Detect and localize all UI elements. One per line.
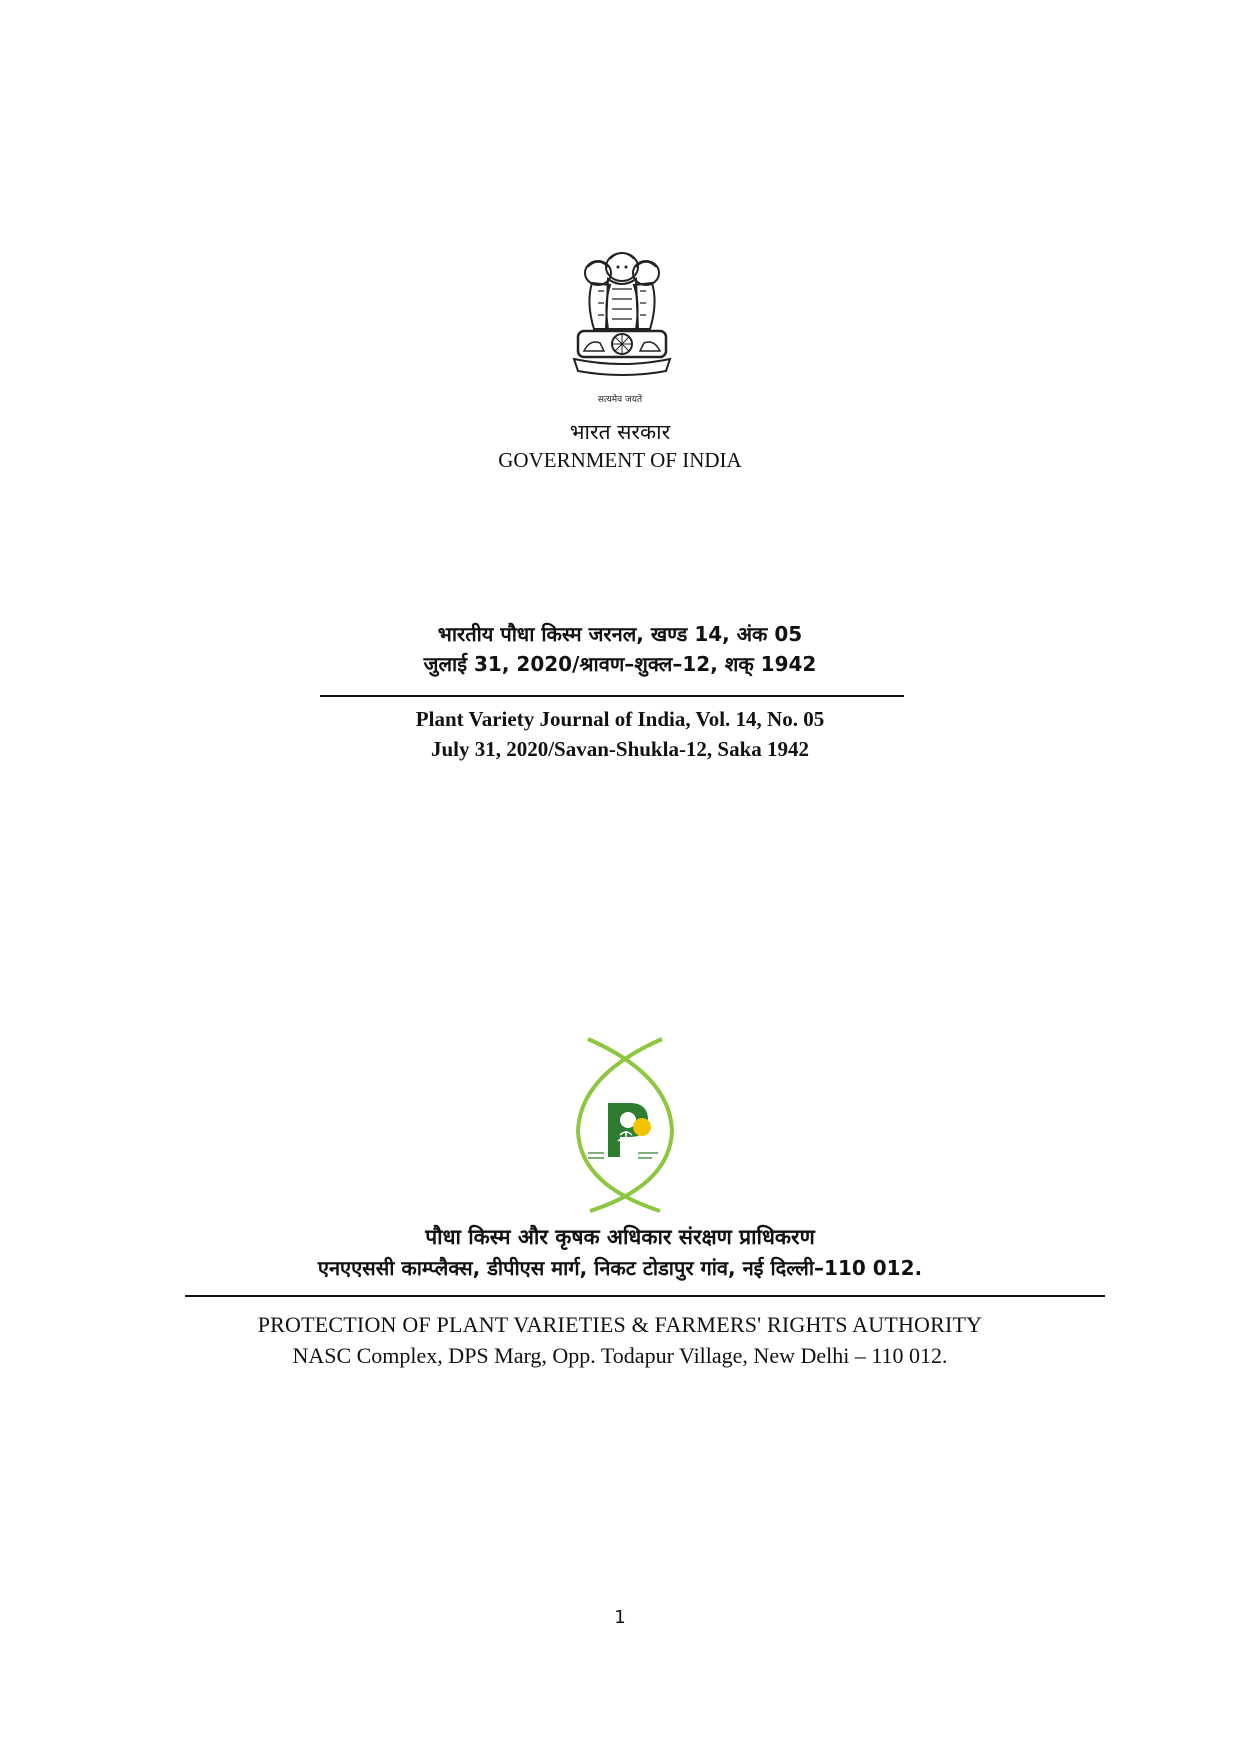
journal-title-english: Plant Variety Journal of India, Vol. 14, No. 05 [415, 707, 825, 731]
journal-date-hindi: जुलाई 31, 2020/श्रावण–शुक्ल–12, शक् 1942 [423, 652, 817, 676]
journal-divider [320, 695, 904, 697]
journal-title-hindi: भारतीय पौधा किस्म जरनल, खण्ड 14, अंक 05 [437, 622, 803, 646]
authority-name-english: PROTECTION OF PLANT VARIETIES & FARMERS' RIGHTS AUTHORITY [257, 1312, 983, 1337]
authority-name-hindi: पौधा किस्म और कृषक अधिकार संरक्षण प्राधिकरण [425, 1225, 815, 1249]
government-title-english: GOVERNMENT OF INDIA [498, 448, 742, 472]
emblem-motto: सत्यमेव जयते [597, 395, 643, 405]
authority-address-hindi: एनएएससी काम्प्लैक्स, डीपीएस मार्ग, निकट टोडापुर गांव, नई दिल्ली–110 012. [317, 1256, 923, 1280]
ppvfra-logo-icon [560, 1035, 690, 1215]
national-emblem-icon [568, 245, 676, 390]
page-number: 1 [614, 1607, 626, 1628]
government-title-hindi: भारत सरकार [569, 420, 671, 444]
authority-address-english: NASC Complex, DPS Marg, Opp. Todapur Village, New Delhi – 110 012. [292, 1343, 948, 1368]
authority-divider [185, 1295, 1105, 1297]
journal-date-english: July 31, 2020/Savan-Shukla-12, Saka 1942 [430, 737, 810, 761]
